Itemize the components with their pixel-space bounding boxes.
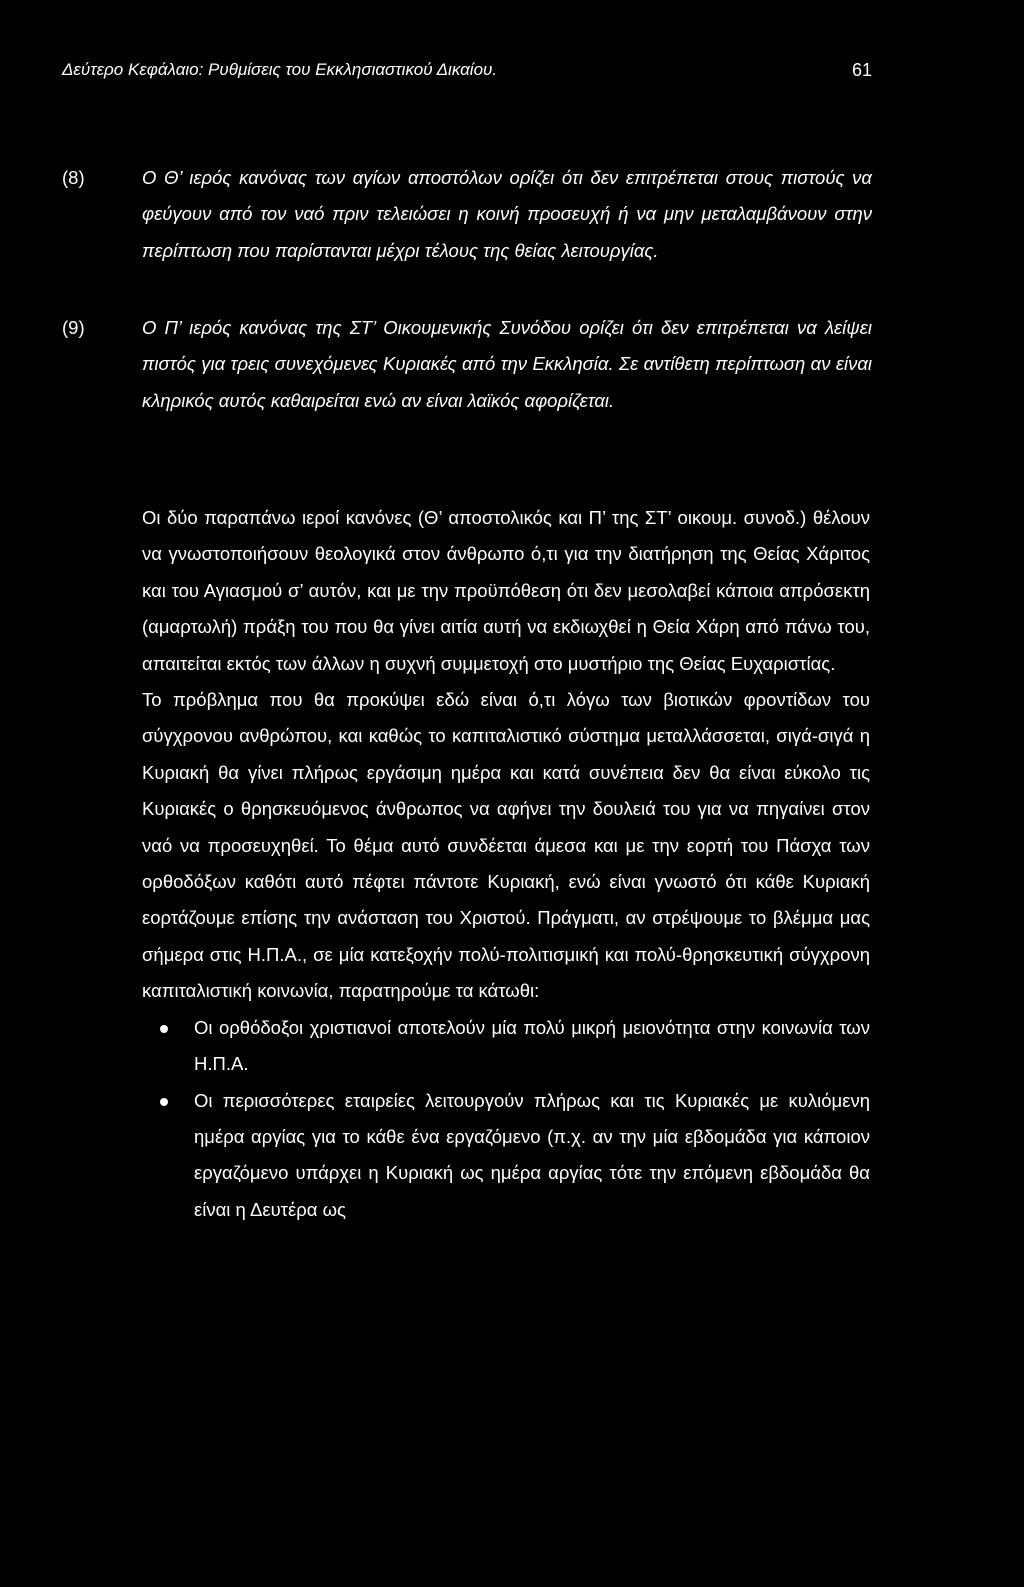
footnote-9 <box>62 310 872 419</box>
bullet-icon <box>160 1098 168 1106</box>
footnote-marker: (8) <box>62 167 85 188</box>
page-number: 61 <box>851 60 872 80</box>
main-text <box>142 500 870 1228</box>
list-item <box>142 1010 870 1083</box>
footnote-text: Ο Π’ ιερός κανόνας της ΣΤ’ Οικουμενικής Συνόδου ορίζει ότι δεν επιτρέπεται να λείψει πιστός για τρεις συνεχόμενες Κυριακές από την Εκκλησία. Σε αντίθετη περίπτωση αν είναι κληρικός αυτός καθαιρείται ενώ αν είναι λαϊκός αφορίζεται. <box>142 317 872 411</box>
paragraph: Το πρόβλημα που θα προκύψει εδώ είναι ό,τι λόγω των βιοτικών φροντίδων του σύγχρονου ανθρώπου, και καθώς το καπιταλιστικό σύστημα μεταλλάσσεται, σιγά-σιγά η Κυριακή θα γίνει πλήρως εργάσιμη ημέρα και κατά συνέπεια δεν θα είναι εύκολο τις Κυριακές ο θρησκευόμενος άνθρωπος να αφήνει την δουλειά του για να πηγαίνει στον ναό να προσευχηθεί. Το θέμα αυτό συνδέεται άμεσα και με την εορτή του Πάσχα των ορθοδόξων καθότι αυτό πέφτει πάντοτε Κυριακή, ενώ είναι γνωστό ότι κάθε Κυριακή εορτάζουμε επίσης την ανάσταση του Χριστού. Πράγματι, αν στρέψουμε το βλέμμα μας σήμερα στις Η.Π.Α., σε μία κατεξοχήν πολύ-πολιτισμική και πολύ-θρησκευτική σύγχρονη καπιταλιστική κοινωνία, παρατηρούμε τα κάτωθι: <box>142 689 870 1002</box>
chapter-title: Δεύτερο Κεφάλαιο: Ρυθμίσεις του Εκκλησιαστικού Δικαίου. <box>62 60 498 79</box>
list-item-text: Οι ορθόδοξοι χριστιανοί αποτελούν μία πολύ μικρή μειονότητα στην κοινωνία των Η.Π.Α. <box>194 1016 870 1075</box>
footnote-text: Ο Θ’ ιερός κανόνας των αγίων αποστόλων ορίζει ότι δεν επιτρέπεται στους πιστούς να φεύγουν από τον ναό πριν τελειώσει η κοινή προσευχή ή να μην μεταλαμβάνουν στην περίπτωση που παρίστανται μέχρι τέλους της θείας λειτουργίας. <box>142 167 872 261</box>
bullet-icon <box>160 1025 168 1033</box>
footnote-marker: (9) <box>62 317 85 338</box>
running-header <box>62 58 872 88</box>
list-item-text: Οι περισσότερες εταιρείες λειτουργούν πλήρως και τις Κυριακές με κυλιόμενη ημέρα αργίας για το κάθε ένα εργαζόμενο (π.χ. αν την μία εβδομάδα για κάποιον εργαζόμενο υπάρχει η Κυριακή ως ημέρα αργίας τότε την επόμενη εβδομάδα θα είναι η Δευτέρα ως <box>194 1089 870 1220</box>
paragraph: Οι δύο παραπάνω ιεροί κανόνες (Θ’ αποστολικός και Π’ της ΣΤ’ οικουμ. συνοδ.) θέλουν να γνωστοποιήσουν θεολογικά στον άνθρωπο ό,τι για την διατήρηση της Θείας Χάριτος και του Αγιασμού σ’ αυτόν, και με την προϋπόθεση ότι δεν μεσολαβεί κάποια απρόσεκτη (αμαρτωλή) πράξη του που θα γίνει αιτία αυτή να εκδιωχθεί η Θεία Χάρη από πάνω του, απαιτείται εκτός των άλλων η συχνή συμμετοχή στο μυστήριο της Θείας Ευχαριστίας. <box>142 507 870 674</box>
bullet-list <box>142 1010 870 1228</box>
list-item <box>142 1083 870 1229</box>
footnote-8 <box>62 160 872 269</box>
